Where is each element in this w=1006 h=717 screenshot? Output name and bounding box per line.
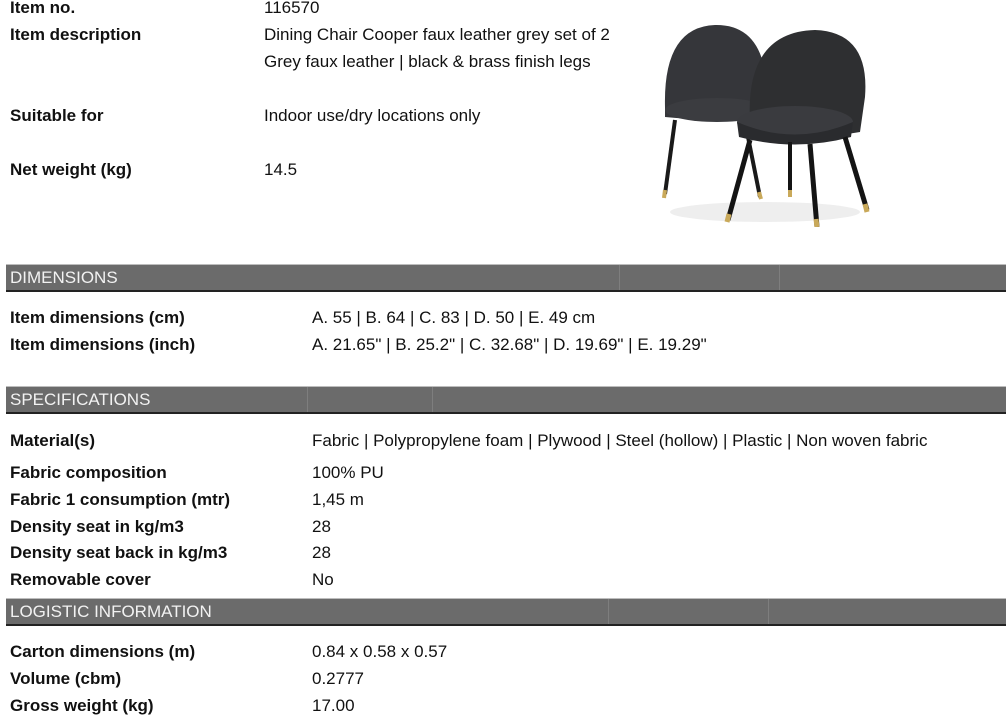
logistics-row-label: Gross weight (kg) <box>10 696 154 715</box>
spec-row-label: Density seat back in kg/m3 <box>10 543 228 562</box>
logistics-row-value: 0.2777 <box>312 669 364 688</box>
logistics-row-label: Carton dimensions (m) <box>10 642 196 661</box>
item-no-value: 116570 <box>264 0 320 17</box>
product-image <box>645 22 875 227</box>
specifications-header <box>6 386 1006 414</box>
dimensions-row-label: Item dimensions (cm) <box>10 308 185 327</box>
dimensions-row-value: A. 21.65" | B. 25.2" | C. 32.68" | D. 19.69" | E. 19.29" <box>312 335 707 354</box>
specifications-title: SPECIFICATIONS <box>10 390 151 409</box>
net-weight-value: 14.5 <box>264 160 298 179</box>
item-no-label: Item no. <box>10 0 76 17</box>
spec-row-value: 100% PU <box>312 463 384 482</box>
dimensions-row-value: A. 55 | B. 64 | C. 83 | D. 50 | E. 49 cm <box>312 308 596 327</box>
dimensions-row-label: Item dimensions (inch) <box>10 335 196 354</box>
spec-row-value: No <box>312 570 334 589</box>
spec-row-value: Fabric | Polypropylene foam | Plywood | Steel (hollow) | Plastic | Non woven fabric <box>312 431 928 450</box>
logistics-header <box>6 598 1006 626</box>
spec-row-value: 28 <box>312 543 331 562</box>
spec-row-value: 28 <box>312 517 331 536</box>
logistics-row-value: 17.00 <box>312 696 355 715</box>
spec-row-label: Material(s) <box>10 431 96 450</box>
logistics-row-label: Volume (cbm) <box>10 669 122 688</box>
spec-row-label: Fabric 1 consumption (mtr) <box>10 490 231 509</box>
item-description-line2: Grey faux leather | black & brass finish legs <box>264 52 591 71</box>
suitable-for-label: Suitable for <box>10 106 104 125</box>
item-description-line1: Dining Chair Cooper faux leather grey set of 2 <box>264 25 610 44</box>
dimensions-title: DIMENSIONS <box>10 268 118 287</box>
net-weight-label: Net weight (kg) <box>10 160 132 179</box>
dimensions-header <box>6 264 1006 292</box>
logistics-row-value: 0.84 x 0.58 x 0.57 <box>312 642 448 661</box>
spec-row-label: Removable cover <box>10 570 151 589</box>
spec-row-label: Fabric composition <box>10 463 167 482</box>
spec-row-label: Density seat in kg/m3 <box>10 517 184 536</box>
logistics-title: LOGISTIC INFORMATION <box>10 602 212 621</box>
suitable-for-value: Indoor use/dry locations only <box>264 106 481 125</box>
spec-row-value: 1,45 m <box>312 490 364 509</box>
item-description-label: Item description <box>10 25 142 44</box>
